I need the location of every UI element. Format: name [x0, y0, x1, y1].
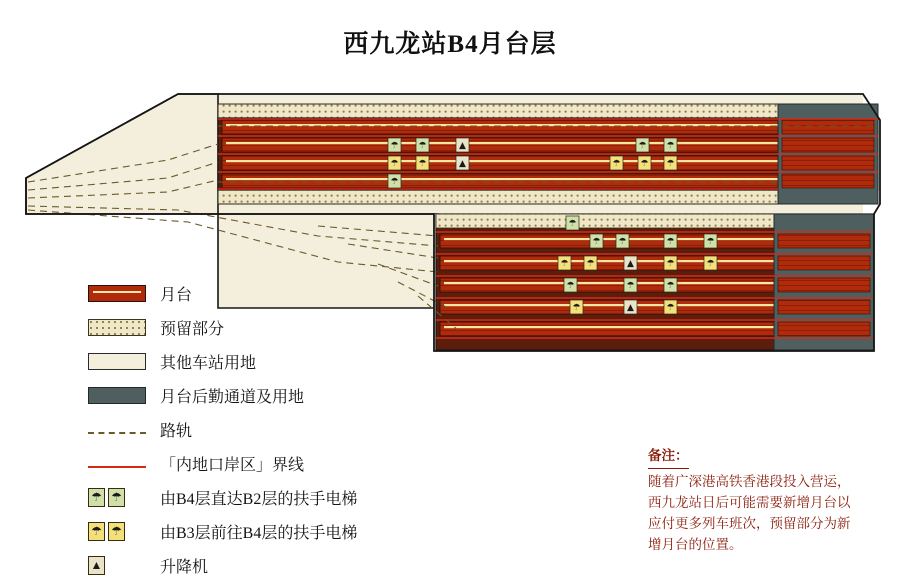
reserved-swatch [88, 319, 146, 336]
legend-item-other-area [88, 344, 428, 378]
svg-text:▲: ▲ [627, 259, 634, 269]
lift-icon [88, 556, 146, 575]
svg-text:☂: ☂ [560, 259, 569, 269]
legend-label: 由B3层前往B4层的扶手电梯 [160, 524, 358, 542]
note-line: 增月台的位置。 [648, 536, 743, 552]
escalator-glyph-left: ☂ [88, 522, 105, 541]
svg-text:☂: ☂ [618, 237, 627, 247]
legend-item-platform [88, 276, 428, 310]
svg-text:☂: ☂ [706, 237, 715, 247]
legend-item-service-area [88, 378, 428, 412]
svg-text:▲: ▲ [627, 303, 634, 313]
svg-text:☂: ☂ [626, 281, 635, 291]
red-line-icon [88, 466, 146, 468]
service-area-swatch [88, 387, 146, 404]
note-block [648, 446, 888, 556]
legend-label: 月台 [160, 286, 193, 304]
svg-text:☂: ☂ [666, 303, 675, 313]
legend [88, 276, 428, 582]
legend-item-lift [88, 548, 428, 582]
escalator-glyph-left: ☂ [88, 488, 105, 507]
escalator-glyph-right: ☂ [108, 522, 125, 541]
note-title: 备注： [648, 446, 689, 469]
svg-text:☂: ☂ [566, 281, 575, 291]
legend-label: 预留部分 [160, 320, 225, 338]
legend-item-reserved [88, 310, 428, 344]
other-area-swatch [88, 353, 146, 370]
svg-text:☂: ☂ [638, 141, 647, 151]
svg-text:☂: ☂ [706, 259, 715, 269]
escalator-icon-green [88, 488, 146, 507]
svg-text:☂: ☂ [418, 159, 427, 169]
escalator-icon-yellow [88, 522, 146, 541]
page-title: 西九龙站B4月台层 [343, 31, 557, 58]
legend-label: 「内地口岸区」界线 [160, 456, 305, 474]
svg-text:☂: ☂ [390, 141, 399, 151]
note-line: 应付更多列车班次，预留部分为新 [648, 515, 851, 531]
platform-swatch [88, 285, 146, 302]
legend-item-escalator-b4-b2 [88, 480, 428, 514]
note-line: 西九龙站日后可能需要新增月台以 [648, 494, 851, 510]
svg-text:☂: ☂ [572, 303, 581, 313]
svg-text:☂: ☂ [586, 259, 595, 269]
svg-text:☂: ☂ [568, 219, 577, 229]
svg-text:☂: ☂ [666, 159, 675, 169]
svg-text:☂: ☂ [418, 141, 427, 151]
legend-item-track [88, 412, 428, 446]
svg-text:☂: ☂ [666, 141, 675, 151]
service-area-lower [774, 214, 874, 350]
legend-label: 月台后勤通道及用地 [160, 388, 305, 406]
svg-text:▲: ▲ [459, 159, 466, 169]
note-line: 随着广深港高铁香港段投入营运， [648, 473, 851, 489]
legend-item-escalator-b3-b4 [88, 514, 428, 548]
svg-text:▲: ▲ [459, 141, 466, 151]
legend-label: 升降机 [160, 558, 209, 576]
svg-text:☂: ☂ [640, 159, 649, 169]
legend-label: 由B4层直达B2层的扶手电梯 [160, 490, 358, 508]
svg-text:☂: ☂ [592, 237, 601, 247]
lift-glyph: ▲ [88, 556, 105, 575]
legend-label: 其他车站用地 [160, 354, 257, 372]
legend-label: 路轨 [160, 422, 193, 440]
svg-text:☂: ☂ [666, 281, 675, 291]
svg-text:☂: ☂ [390, 177, 399, 187]
legend-item-border [88, 446, 428, 480]
svg-text:☂: ☂ [666, 237, 675, 247]
svg-text:☂: ☂ [666, 259, 675, 269]
svg-text:☂: ☂ [390, 159, 399, 169]
dashed-line-icon [88, 432, 146, 434]
escalator-glyph-right: ☂ [108, 488, 125, 507]
svg-text:☂: ☂ [612, 159, 621, 169]
